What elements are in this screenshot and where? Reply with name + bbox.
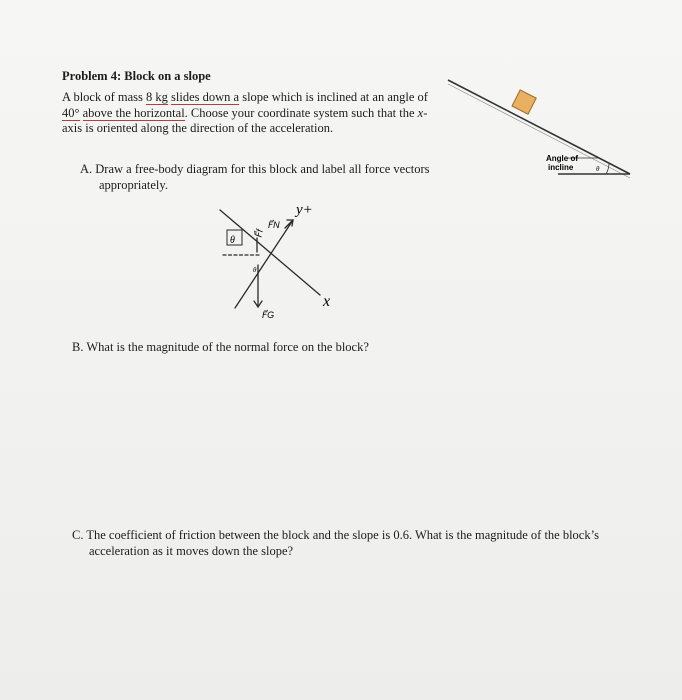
free-body-sketch xyxy=(215,190,355,325)
fg-label: F⃗G xyxy=(262,310,275,320)
part-a-question: A. Draw a free-body diagram for this block and label all force vectors appropriately. xyxy=(80,162,430,192)
block-shape xyxy=(512,90,536,114)
problem-statement xyxy=(62,90,442,137)
problem-title: Problem 4: Block on a slope xyxy=(62,69,211,83)
y-axis-label: y+ xyxy=(296,202,313,218)
intro-text-1: A block of mass xyxy=(62,90,147,104)
intro-text-3: slope which is inclined at an angle of xyxy=(239,90,428,104)
incline-figure xyxy=(440,66,640,186)
incline-surface xyxy=(448,80,630,174)
theta-small-label: θ xyxy=(253,266,257,274)
angle-label-line1: Angle of xyxy=(546,154,578,163)
fn-label: F⃗N xyxy=(268,220,280,230)
part-c-question: C. The coefficient of friction between the block and the slope is 0.6. What is the magnitude of the block’s acceleration as it moves down the slope? xyxy=(72,528,599,558)
theta-label: θ xyxy=(596,165,600,173)
angle-value: 40° xyxy=(62,105,80,120)
theta-box-label: θ xyxy=(230,235,235,246)
slides-down-phrase: slides down a xyxy=(171,90,240,104)
x-axis-symbol: x xyxy=(417,105,424,120)
ff-label: F⃗f xyxy=(253,228,265,238)
x-axis-label: x xyxy=(323,293,331,310)
intro-text-5: -axis is oriented along the direction of the acceleration. xyxy=(62,105,428,135)
above-horizontal-phrase: above the horizontal xyxy=(82,105,185,120)
intro-text-4: . Choose your coordinate system such that the xyxy=(184,105,418,120)
angle-label-line2: incline xyxy=(548,163,574,172)
part-b-question: B. What is the magnitude of the normal force on the block? xyxy=(72,340,369,354)
mass-value: 8 kg xyxy=(146,90,168,104)
